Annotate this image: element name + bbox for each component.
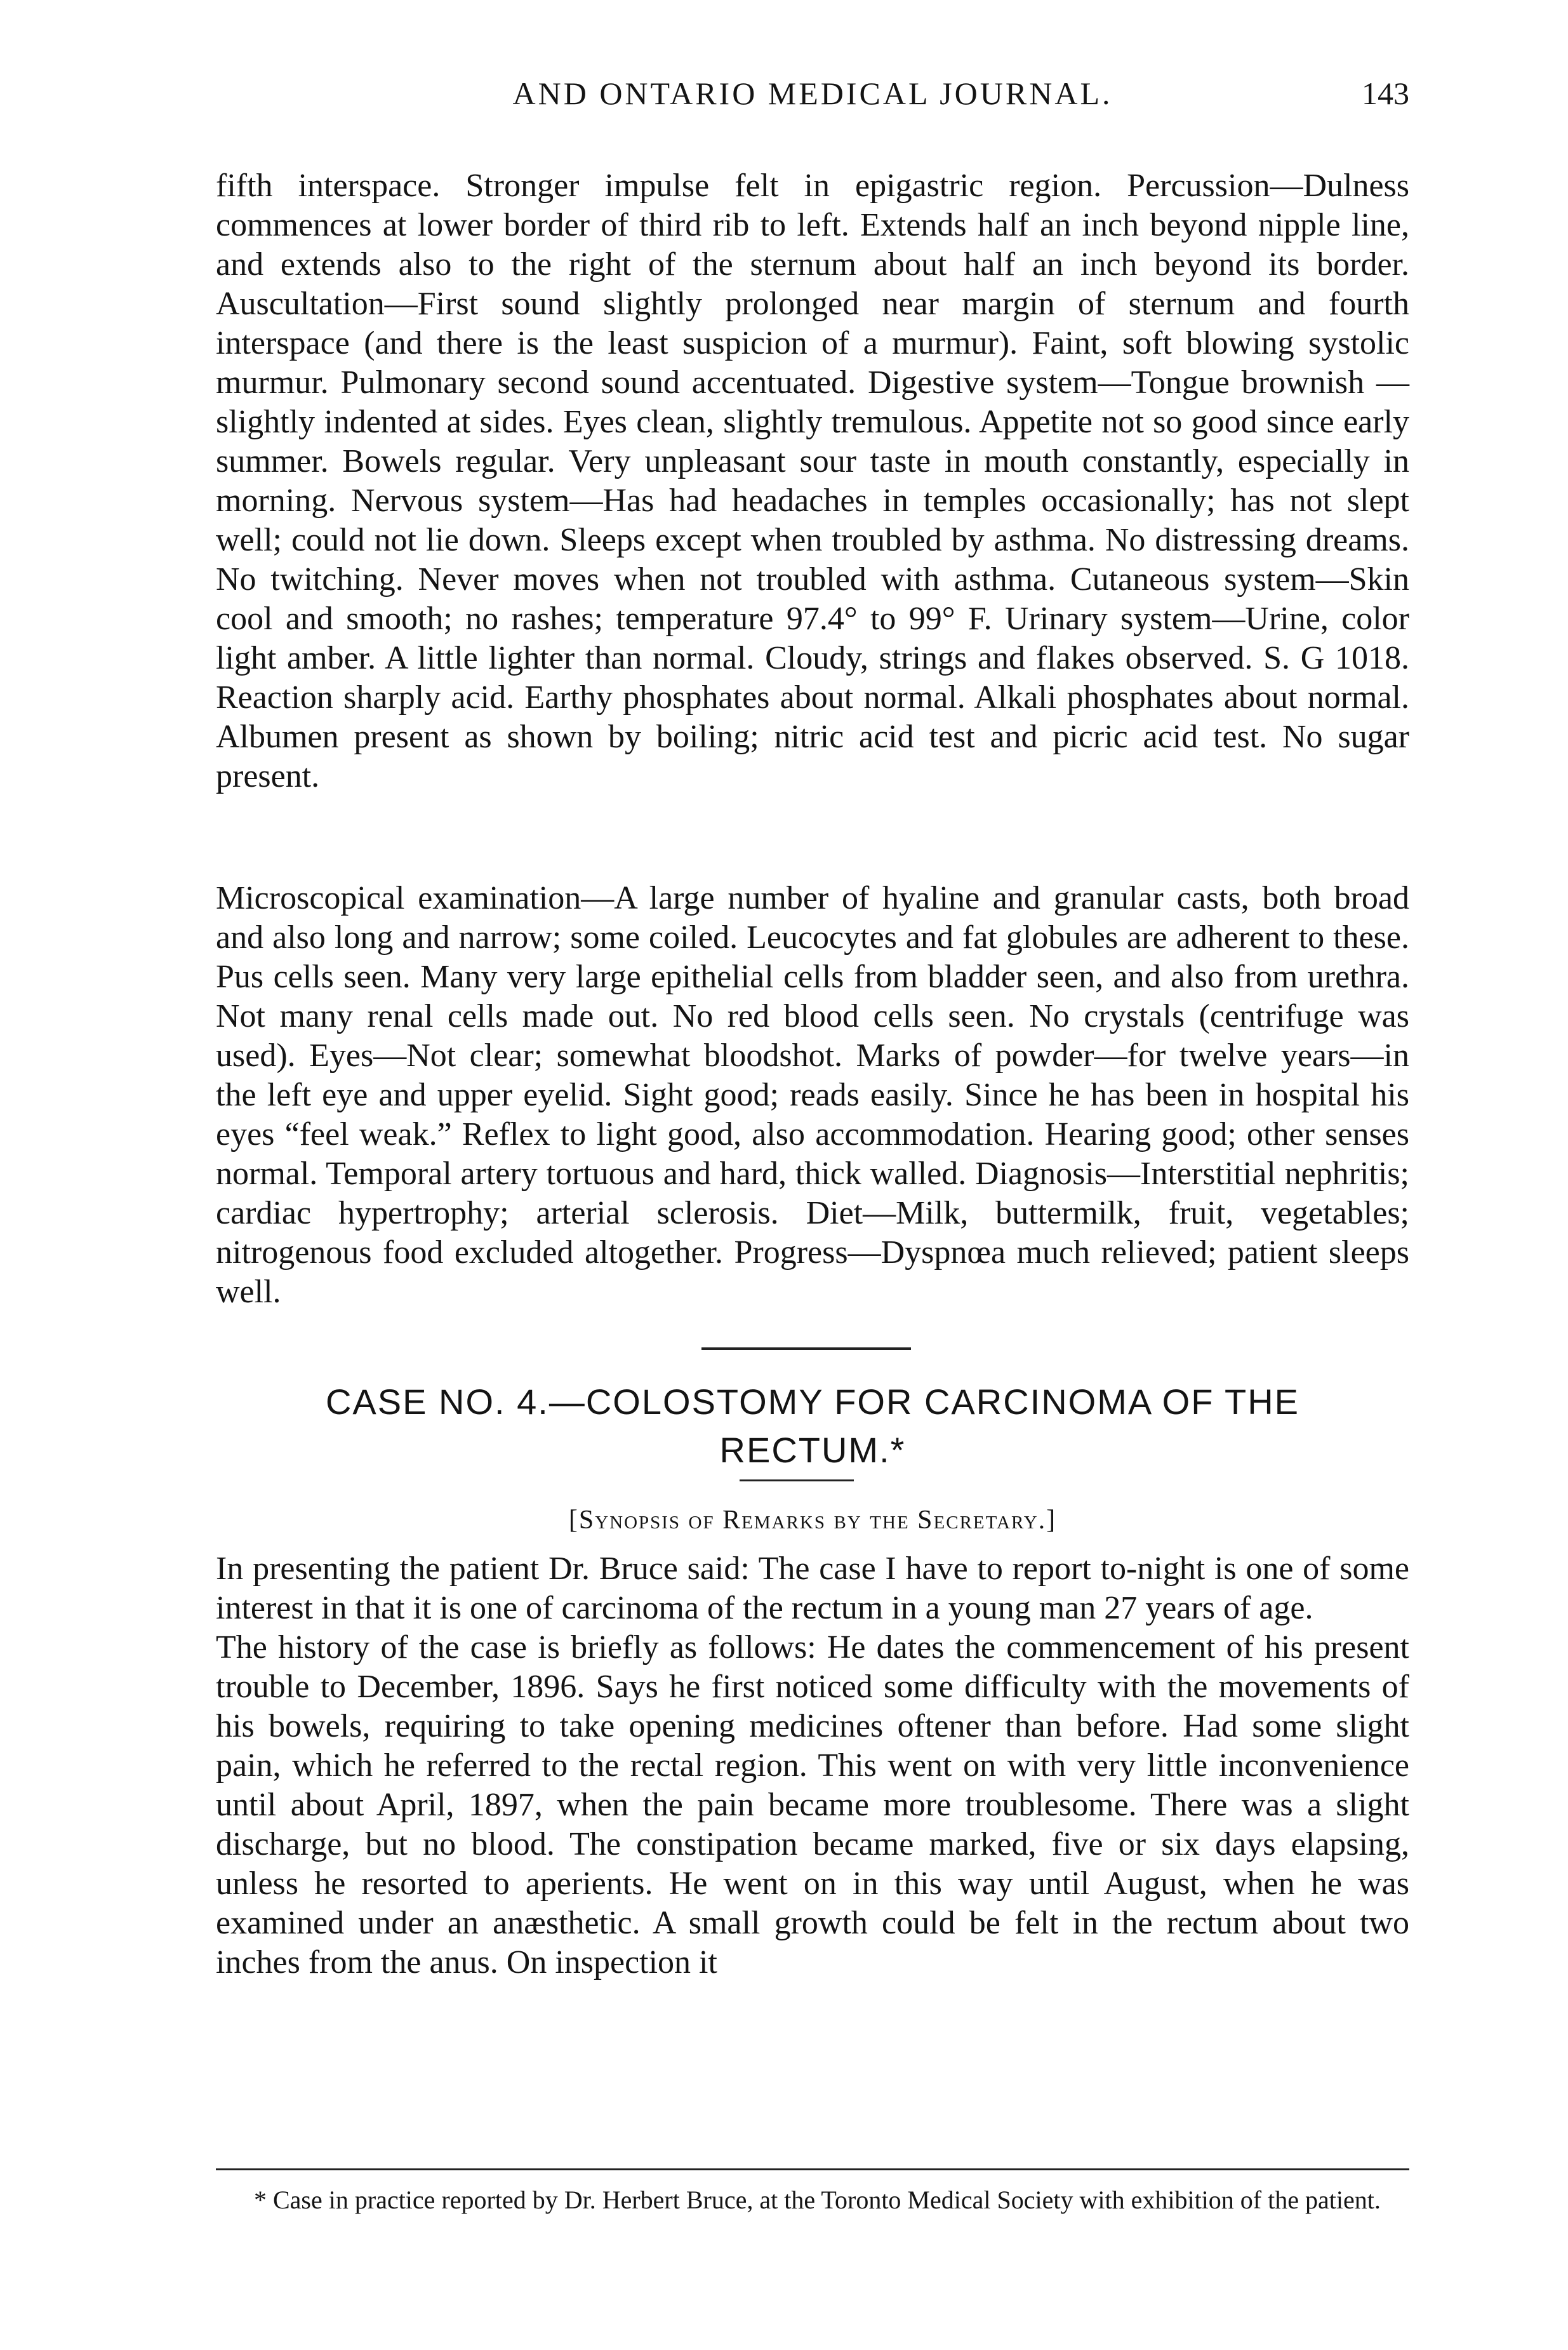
case-title: CASE NO. 4.—COLOSTOMY FOR CARCINOMA OF THE RECTUM.*: [325, 1382, 1299, 1470]
paragraph-presenting: In presenting the patient Dr. Bruce said: The case I have to report to-night is one of some interest in that it is one of carcinoma of the rectum in a young man 27 years of age.: [216, 1551, 1409, 1626]
paragraph-microscopical: Microscopical examination—A large number of hyaline and granular casts, both broad and also long and narrow; some coiled. Leucocytes and fat globules are adherent to these. Pus cells seen. Many very large epithelial cells from bladder seen, and also from urethra. Not many renal cells made out. No red blood cells seen. No crystals (centrifuge was used). Eyes—Not clear; somewhat bloodshot. Marks of powder—for twelve years—in the left eye and upper eyelid. Sight good; reads easily. Since he has been in hospital his eyes “feel weak.” Reflex to light good, also accommodation. Hearing good; other senses normal. Temporal artery tortuous and hard, thick walled. Diagnosis—Interstitial nephritis; cardiac hypertrophy; arterial sclerosis. Diet—Milk, buttermilk, fruit, vegetables; nitrogenous food excluded altogether. Progress—Dyspnœa much relieved; patient sleeps well.: [216, 880, 1409, 1310]
body-text-microscopy: [216, 879, 1409, 1312]
running-title: AND ONTARIO MEDICAL JOURNAL.: [512, 76, 1113, 111]
paragraph-continued: fifth interspace. Stronger impulse felt in epigastric region. Percussion—Dulness commences at lower border of third rib to left. Extends half an inch beyond nipple line, and extends also to the right of the sternum about half an inch beyond its border. Auscultation—First sound slightly prolonged near margin of sternum and fourth interspace (and there is the least suspicion of a murmur). Faint, soft blowing systolic murmur. Pulmonary second sound accentuated. Digestive system—Tongue brownish —slightly indented at sides. Eyes clean, slightly tremulous. Appetite not so good since early summer. Bowels regular. Very unpleasant sour taste in mouth constantly, especially in morning. Nervous system—Has had headaches in temples occasionally; has not slept well; could not lie down. Sleeps except when troubled by asthma. No distressing dreams. No twitching. Never moves when not troubled with asthma. Cutaneous system—Skin cool and smooth; no rashes; temperature 97.4° to 99° F. Urinary system—Urine, color light amber. A little lighter than normal. Cloudy, strings and flakes observed. S. G 1018. Reaction sharply acid. Earthy phosphates about normal. Alkali phosphates about normal. Albumen present as shown by boiling; nitric acid test and picric acid test. No sugar present.: [216, 168, 1409, 794]
page-number: 143: [1362, 76, 1409, 111]
running-head: [216, 75, 1409, 119]
footnote: * Case in practice reported by Dr. Herbert Bruce, at the Toronto Medical Society with exhibition of the patient.: [254, 2186, 1381, 2214]
title-underline: [740, 1479, 854, 1481]
body-text-top: [216, 166, 1409, 796]
paragraph-history: The history of the case is briefly as follows: He dates the commencement of his present trouble to December, 1896. Says he first noticed some difficulty with the movements of his bowels, requiring to take opening medicines oftener than before. Had some slight pain, which he referred to the rectal region. This went on with very little inconvenience until about April, 1897, when the pain became more troublesome. There was a slight discharge, but no blood. The constipation became marked, five or six days elapsing, unless he resorted to aperients. He went on in this way until August, when he was examined under an anæsthetic. A small growth could be felt in the rectum about two inches from the anus. On inspection it: [216, 1629, 1409, 1980]
section-divider: [701, 1347, 911, 1350]
synopsis-note: [Synopsis of Remarks by the Secretary.]: [568, 1505, 1057, 1535]
body-text-case: [216, 1549, 1409, 1982]
footnote-divider: [216, 2168, 1409, 2170]
